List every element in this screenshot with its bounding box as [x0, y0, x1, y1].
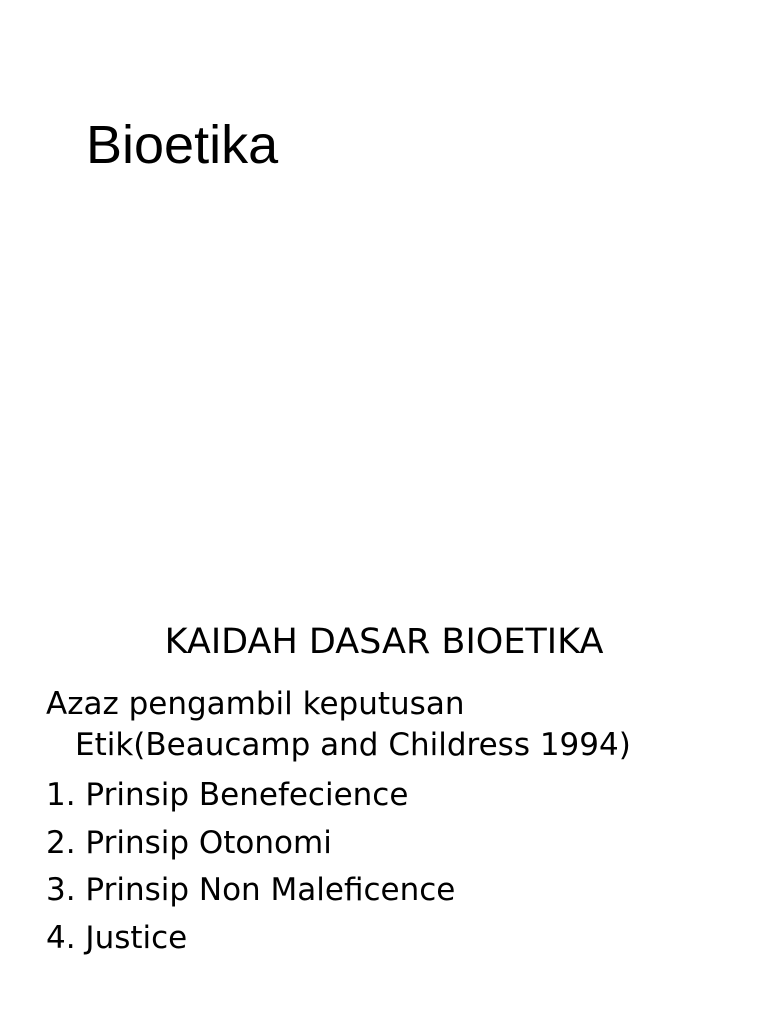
list-item: 3. Prinsip Non Maleficence: [46, 872, 456, 908]
list-item: 4. Justice: [46, 919, 188, 956]
section-heading: KAIDAH DASAR BIOETIKA: [164, 622, 604, 662]
list-item: 2. Prinsip Otonomi: [46, 824, 332, 861]
intro-line-1: Azaz pengambil keputusan: [46, 686, 465, 722]
page-title: Bioetika: [86, 115, 279, 175]
list-item: 1. Prinsip Benefecience: [46, 777, 409, 813]
intro-text: [46, 684, 631, 766]
intro-line-2: Etik(Beaucamp and Childress 1994): [75, 727, 631, 763]
principle-list: [46, 772, 455, 962]
